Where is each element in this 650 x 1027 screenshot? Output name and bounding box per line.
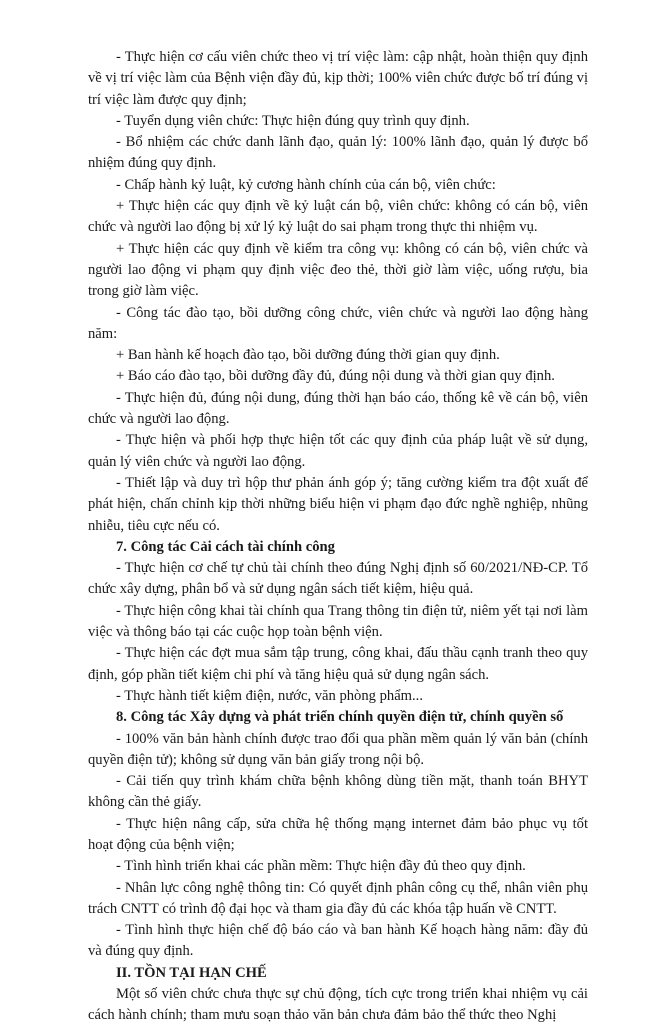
- paragraph-22: - Tình hình thực hiện chế độ báo cáo và ban hành Kế hoạch hàng năm: đầy đủ và đúng quy định.: [88, 922, 588, 960]
- paragraph-19: - Thực hiện nâng cấp, sửa chữa hệ thống mạng internet đảm bảo phục vụ tốt hoạt động của bệnh viện;: [88, 815, 588, 853]
- paragraph-6: + Thực hiện các quy định về kiểm tra công vụ: không có cán bộ, viên chức và người lao động vi phạm quy định việc đeo thẻ, thời giờ làm việc, uống rượu, bia trong giờ làm việc.: [88, 240, 588, 300]
- paragraph-9: + Báo cáo đào tạo, bồi dưỡng đầy đủ, đúng nội dung và thời gian quy định.: [116, 368, 555, 385]
- paragraph-3: - Bổ nhiệm các chức danh lãnh đạo, quản lý: 100% lãnh đạo, quản lý được bổ nhiệm đúng quy định.: [88, 134, 588, 172]
- paragraph-4: - Chấp hành kỷ luật, kỷ cương hành chính của cán bộ, viên chức:: [116, 176, 496, 193]
- paragraph-11: - Thực hiện và phối hợp thực hiện tốt các quy định của pháp luật về sử dụng, quản lý viên chức và người lao động.: [88, 432, 588, 470]
- paragraph-17: - 100% văn bản hành chính được trao đổi qua phần mềm quản lý văn bản (chính quyền điện tử); không sử dụng văn bản giấy trong nội bộ.: [88, 730, 588, 768]
- paragraph-13: - Thực hiện cơ chế tự chủ tài chính theo đúng Nghị định số 60/2021/NĐ-CP. Tổ chức xây dựng, phân bổ và sử dụng ngân sách tiết kiệm, hiệu quả.: [88, 560, 588, 598]
- paragraph-10: - Thực hiện đủ, đúng nội dung, đúng thời hạn báo cáo, thống kê về cán bộ, viên chức và người lao động.: [88, 389, 588, 428]
- paragraph-23: Một số viên chức chưa thực sự chủ động, tích cực trong triển khai nhiệm vụ cải cách hành chính; tham mưu soạn thảo văn bản chưa đảm bảo thể thức theo Nghị: [88, 986, 588, 1024]
- paragraph-15: - Thực hiện các đợt mua sắm tập trung, công khai, đấu thầu cạnh tranh theo quy định, góp phần tiết kiệm chi phí và tăng hiệu quả sử dụng ngân sách.: [88, 645, 588, 683]
- paragraph-5: + Thực hiện các quy định về kỷ luật cán bộ, viên chức: không có cán bộ, viên chức và người lao động bị xử lý kỷ luật do sai phạm trong thực thi nhiệm vụ.: [88, 198, 588, 236]
- section-heading-8: 8. Công tác Xây dựng và phát triển chính quyền điện tử, chính quyền số: [116, 709, 564, 726]
- paragraph-2: - Tuyển dụng viên chức: Thực hiện đúng quy trình quy định.: [116, 112, 470, 129]
- paragraph-18: - Cải tiến quy trình khám chữa bệnh không dùng tiền mặt, thanh toán BHYT không cần thẻ giấy.: [88, 773, 588, 811]
- paragraph-1: - Thực hiện cơ cấu viên chức theo vị trí việc làm: cập nhật, hoàn thiện quy định về vị trí việc làm của Bệnh viện đầy đủ, kịp thời; 100% viên chức được bố trí đúng vị trí việc làm được quy định;: [88, 49, 588, 108]
- paragraph-14: - Thực hiện công khai tài chính qua Trang thông tin điện tử, niêm yết tại nơi làm việc và thông báo tại các cuộc họp toàn bệnh viện.: [88, 602, 588, 641]
- paragraph-20: - Tình hình triển khai các phần mềm: Thực hiện đầy đủ theo quy định.: [116, 858, 526, 875]
- paragraph-12: - Thiết lập và duy trì hộp thư phản ánh góp ý; tăng cường kiểm tra đột xuất để phát hiện, chấn chỉnh kịp thời những biểu hiện vi phạm đạo đức nghề nghiệp, nhũng nhiễu, tiêu cực nếu có.: [88, 474, 588, 534]
- section-heading-ii: II. TỒN TẠI HẠN CHẾ: [116, 964, 267, 981]
- section-heading-7: 7. Công tác Cải cách tài chính công: [116, 538, 335, 555]
- paragraph-8: + Ban hành kế hoạch đào tạo, bồi dưỡng đúng thời gian quy định.: [116, 347, 500, 364]
- paragraph-21: - Nhân lực công nghệ thông tin: Có quyết định phân công cụ thể, nhân viên phụ trách CNTT có trình độ đại học và tham gia đầy đủ các khóa tập huấn về CNTT.: [88, 879, 588, 917]
- paragraph-7: - Công tác đào tạo, bồi dưỡng công chức, viên chức và người lao động hàng năm:: [88, 304, 588, 342]
- paragraph-16: - Thực hành tiết kiệm điện, nước, văn phòng phẩm...: [116, 687, 423, 704]
